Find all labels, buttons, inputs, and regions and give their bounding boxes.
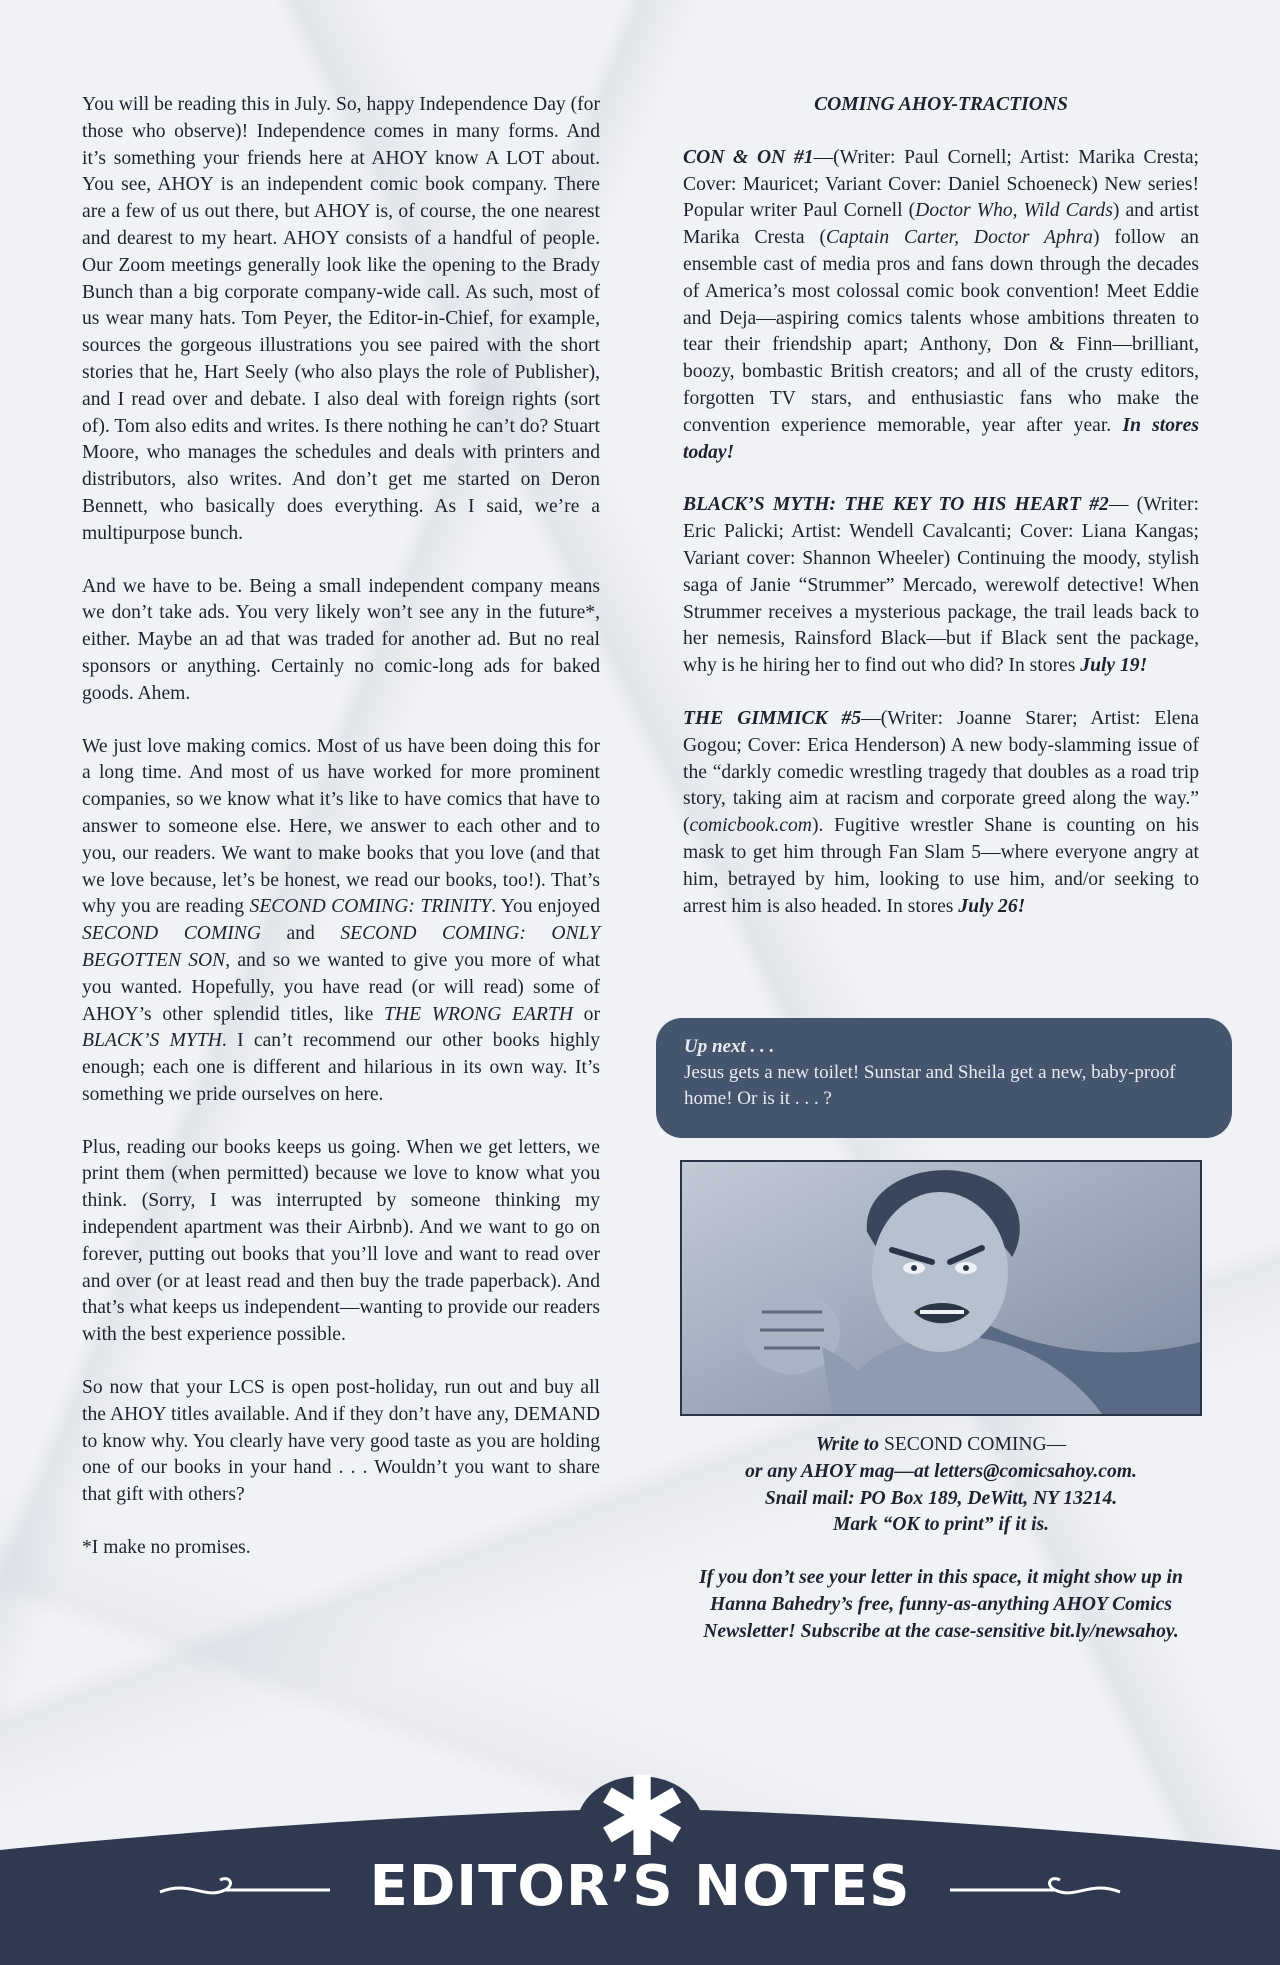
editorial-paragraph-5: So now that your LCS is open post-holiday, run out and buy all the AHOY titles available. And if they don’t have any, DEMAND to know why. You clearly have very good taste as you are holding one of our books in your hand . . . Wouldn’t you want to share that gift with others? bbox=[82, 1377, 600, 1506]
page-title: EDITOR’S NOTES bbox=[369, 1854, 911, 1919]
up-next-text: Jesus gets a new toilet! Sunstar and Sheila get a new, baby-proof home! Or is it . . . ? bbox=[684, 1062, 1176, 1109]
letters-info: Write to SECOND COMING— or any AHOY mag—at letters@comicsahoy.com. Snail mail: PO Box 189, DeWitt, NY 13214. Mark “OK to print” if it is. If you don’t see your letter in this space, it might show up in Hanna Bahedry’s free, funny-as-anything AHOY Comics Newsletter! Subscribe at the case-sensitive bit.ly/newsahoy. bbox=[683, 1432, 1199, 1672]
footnote: *I make no promises. bbox=[82, 1537, 251, 1559]
editorial-paragraph-1: You will be reading this in July. So, happy Independence Day (for those who observe)! Independence comes in many forms. And it’s something your friends here at AHOY know A LOT about. You see, AHOY is an independent comic book company. There are a few of us out there, but AHOY is, of course, the one nearest and dearest to my heart. AHOY consists of a handful of people. Our Zoom meetings generally look like the opening to the Brady Bunch than a big corporate company-wide call. As such, most of us wear many hats. Tom Peyer, the Editor-in-Chief, for example, sources the gorgeous illustrations you see paired with the short stories that he, Hart Seely (who also plays the role of Publisher), and I read over and debate. I also deal with foreign rights (sort of). Tom also edits and writes. Is there nothing he can’t do? Stuart Moore, who manages the schedules and deals with printers and distributors, also writes. And don’t get me started on Deron Bennett, who basically does everything. As I said, we’re a multipurpose bunch. bbox=[82, 94, 600, 544]
title-reference: SECOND COMING: TRINITY bbox=[249, 896, 492, 918]
solicitation-con-and-on: CON & ON #1—(Writer: Paul Cornell; Artist: Marika Cresta; Cover: Mauricet; Variant Cover: Daniel Schoeneck) New series! Popular writer Paul Cornell (Doctor Who, Wild Cards) and artist Marika Cresta (Captain Carter, Doctor Aphra) follow an ensemble cast of media pros and fans down through the decades of America’s most colossal comic book convention! Meet Eddie and Deja—aspiring comics talents whose ambitions threaten to tear their friendship apart; Anthony, Don & Finn—brilliant, boozy, bombastic British creators; and all of the crusty editors, forgotten TV stars, and enthusiastic fans who make the convention experience memorable, year after year. In stores today! bbox=[683, 146, 1199, 463]
solicitation-blacks-myth: BLACK’S MYTH: THE KEY TO HIS HEART #2— (Writer: Eric Palicki; Artist: Wendell Cavalcanti; Cover: Liana Kangas; Variant cover: Shannon Wheeler) Continuing the moody, stylish saga of Janie “Strummer” Mercado, werewolf detective! When Strummer receives a mysterious package, the trail leads back to her nemesis, Rainsford Black—but if Black sent the package, why is he hiring her to find out who did? In stores July 19! bbox=[683, 494, 1199, 677]
up-next-box: Up next . . . Jesus gets a new toilet! Sunstar and Sheila get a new, baby-proof home! Or is it . . . ? bbox=[656, 1018, 1232, 1138]
newsletter-note: If you don’t see your letter in this space, it might show up in Hanna Bahedry’s free, funny-as-anything AHOY Comics Newsletter! Subscribe at the case-sensitive bit.ly/newsahoy. bbox=[699, 1567, 1183, 1642]
editorial-column bbox=[82, 92, 600, 1588]
up-next-label: Up next bbox=[684, 1036, 746, 1057]
illustration-icon bbox=[682, 1162, 1200, 1414]
section-heading: COMING AHOY-TRACTIONS bbox=[814, 94, 1068, 115]
title-reference: BLACK’S MYTH bbox=[82, 1030, 222, 1052]
letters-email: or any AHOY mag—at letters@comicsahoy.com. bbox=[745, 1460, 1137, 1482]
comic-panel-illustration bbox=[680, 1160, 1202, 1416]
solicitation-the-gimmick: THE GIMMICK #5—(Writer: Joanne Starer; Artist: Elena Gogou; Cover: Erica Henderson) A new body-slamming issue of the “darkly comedic wrestling tragedy that doubles as a road trip story, taking aim at racism and corporate greed along the way.” (comicbook.com). Fugitive wrestler Shane is counting on his mask to get him through Fan Slam 5—where everyone angry at him, betrayed by him, looking to use him, and/or seeking to arrest him is also headed. In stores July 26! bbox=[683, 707, 1199, 917]
title-reference: THE WRONG EARTH bbox=[384, 1003, 573, 1025]
editorial-paragraph-3: We just love making comics. Most of us have been doing this for a long time. And most of us have worked for more prominent companies, so we know what it’s like to have comics that have to answer to someone else. Here, we answer to each other and to you, our readers. We want to make books that you love (and that we love because, let’s be honest, we read our books, too!). That’s why you are reading SECOND COMING: TRINITY. You enjoyed SECOND COMING and SECOND COMING: ONLY BEGOTTEN SON, and so we wanted to give you more of what you wanted. Hopefully, you have read (or will read) some of AHOY’s other splendid titles, like THE WRONG EARTH or BLACK’S MYTH. I can’t recommend our other books highly enough; each one is different and hilarious in its own way. It’s something we pride ourselves on here. bbox=[82, 735, 601, 1105]
title-reference: SECOND COMING bbox=[82, 923, 262, 945]
snail-mail: Snail mail: PO Box 189, DeWitt, NY 13214. bbox=[764, 1487, 1118, 1509]
coming-attractions-column bbox=[683, 92, 1199, 946]
asterisk-icon: ✱ bbox=[596, 1753, 689, 1881]
editorial-paragraph-2: And we have to be. Being a small independent company means we don’t take ads. You very likely won’t see any in the future*, either. Maybe an ad that was traded for another ad. But no real sponsors or anything. Certainly no comic-long ads for baked goods. Ahem. bbox=[82, 575, 600, 704]
title-reference: SECOND COMING: ONLY BEGOTTEN SON bbox=[82, 923, 601, 971]
editorial-paragraph-4: Plus, reading our books keeps us going. When we get letters, we print them (when permitted) because we love to know what you think. (Sorry, I was interrupted by someone thinking my independent apartment was their Airbnb). And we want to go on forever, putting out books that you’ll love and want to read over and over (or at least read and then buy the trade paperback). And that’s what keeps us independent—wanting to provide our readers with the best experience possible. bbox=[82, 1136, 601, 1346]
